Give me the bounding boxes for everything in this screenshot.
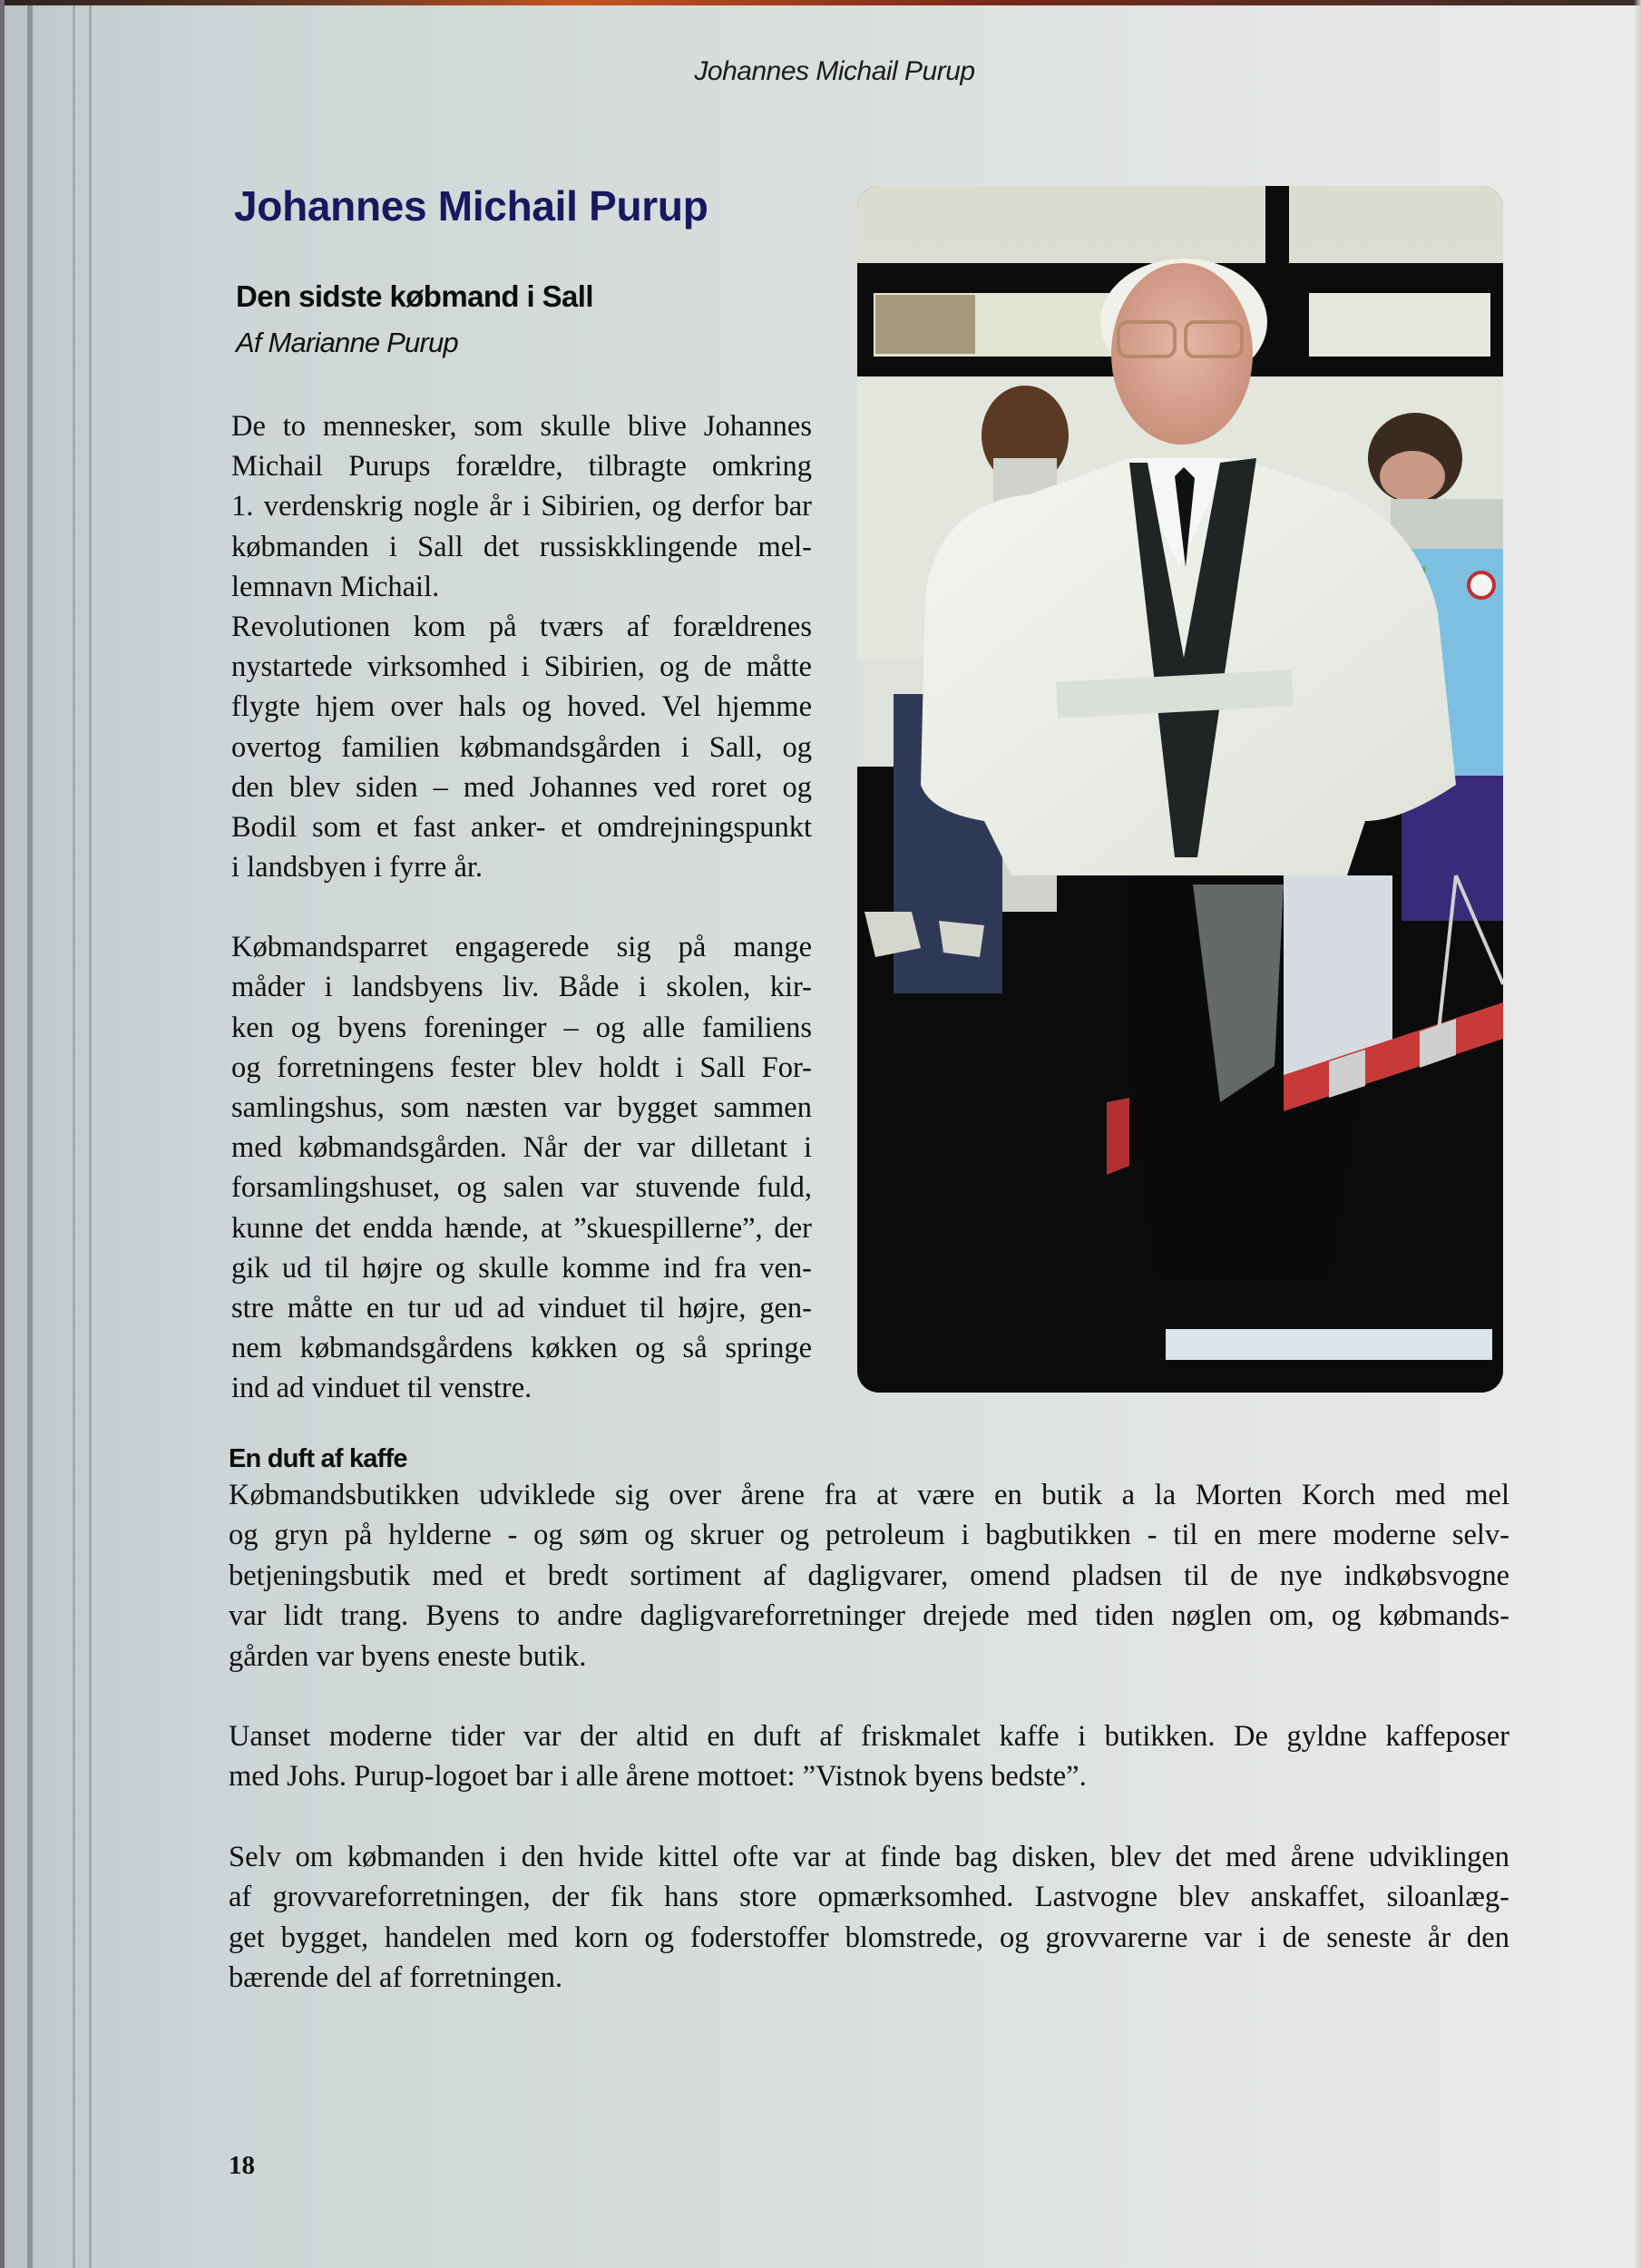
spine-crease <box>27 5 33 2268</box>
text-line: af grovvareforretningen, der fik hans store opmærksomhed. Lastvogne blev anskaffet, siloanlæg- <box>229 1881 1509 1914</box>
running-header: Johannes Michail Purup <box>694 56 975 86</box>
text-line: bærende del af forretningen. <box>229 1960 563 1994</box>
text-line: og gryn på hylderne - og søm og skruer og petroleum i bagbutikken - til en mere moderne selv- <box>229 1519 1509 1552</box>
text-line: måder i landsbyens liv. Både i skolen, kir- <box>231 971 812 1004</box>
article-title: Johannes Michail Purup <box>234 182 708 230</box>
text-line: stre måtte en tur ud ad vinduet til højre, gen- <box>231 1291 812 1325</box>
text-line: overtog familien købmandsgården i Sall, og <box>231 730 812 764</box>
text-line: Selv om købmanden i den hvide kittel ofte var at finde bag disken, blev det med årene udviklingen <box>229 1840 1509 1873</box>
text-line: Bodil som et fast anker- et omdrejningspunkt <box>231 810 812 844</box>
text-line: samlingshus, som næsten var bygget sammen <box>231 1091 812 1124</box>
left-column <box>231 406 812 1409</box>
text-line: gården var byens eneste butik. <box>229 1639 587 1673</box>
paragraph-2 <box>231 927 812 1408</box>
text-line: Købmandsparret engagerede sig på mange <box>231 931 812 964</box>
section-heading: En duft af kaffe <box>229 1444 407 1473</box>
article-subtitle: Den sidste købmand i Sall <box>236 279 593 313</box>
text-line: Købmandsbutikken udviklede sig over årene fra at være en butik a la Morten Korch med mel <box>229 1479 1509 1511</box>
text-line: kunne det endda hænde, at ”skuespillerne”, der <box>231 1211 812 1245</box>
page-number: 18 <box>229 2151 255 2180</box>
text-line: gik ud til højre og skulle komme ind fra ven- <box>231 1251 812 1285</box>
book-edge-top <box>0 0 1641 5</box>
text-line: nem købmandsgårdens køkken og så springe <box>231 1332 812 1365</box>
text-line: ken og byens foreninger – og alle familiens <box>231 1011 812 1044</box>
full-width-section <box>229 1475 1509 1998</box>
text-line: De to mennesker, som skulle blive Johannes <box>231 410 812 443</box>
section-paragraph-3 <box>229 1837 1509 1999</box>
text-line: lemnavn Michail. <box>231 570 440 603</box>
text-line: var lidt trang. Byens to andre dagligvareforretninger drejede med tiden nøglen om, og købmands- <box>229 1599 1509 1633</box>
text-line: get bygget, handelen med korn og foderstoffer blomstrede, og grovvarerne var i de seneste år den <box>229 1921 1509 1954</box>
text-line: og forretningens fester blev holdt i Sall For- <box>231 1051 812 1084</box>
text-line: Uanset moderne tider var der altid en duft af friskmalet kaffe i butikken. De gyldne kaffeposer <box>229 1719 1509 1753</box>
text-line: i landsbyen i fyrre år. <box>231 851 484 885</box>
text-line: forsamlingshuset, og salen var stuvende fuld, <box>231 1171 812 1205</box>
text-line: den blev siden – med Johannes ved roret og <box>231 770 812 804</box>
text-line: nystartede virksomhed i Sibirien, og de måtte <box>231 650 812 684</box>
portrait-photo <box>857 186 1503 1393</box>
text-line: betjeningsbutik med et bredt sortiment af dagligvarer, omend pladsen til de nye indkøbsvogne <box>229 1559 1509 1592</box>
text-line: 1. verdenskrig nogle år i Sibirien, og derfor bar <box>231 490 812 523</box>
article-byline: Af Marianne Purup <box>236 327 458 358</box>
intro-paragraph <box>231 406 812 887</box>
photo-illustration <box>857 186 1503 1393</box>
text-line: Revolutionen kom på tværs af forældrenes <box>231 610 812 643</box>
page-edge-right <box>1634 0 1641 2268</box>
section-paragraph-1 <box>229 1475 1509 1677</box>
text-line: Michail Purups forældre, tilbragte omkring <box>231 450 812 484</box>
spine-crease <box>89 5 92 2268</box>
text-line: med Johs. Purup-logoet bar i alle årene mottoet: ”Vistnok byens bedste”. <box>229 1760 1087 1794</box>
book-edge-left <box>0 0 5 2268</box>
text-line: købmanden i Sall det russiskklingende mel- <box>231 530 812 563</box>
section-paragraph-2 <box>229 1716 1509 1797</box>
spine-crease <box>73 5 75 2268</box>
text-line: flygte hjem over hals og hoved. Vel hjemme <box>231 690 812 724</box>
text-line: ind ad vinduet til venstre. <box>231 1372 532 1405</box>
text-line: med købmandsgården. Når der var dilletant i <box>231 1131 812 1165</box>
